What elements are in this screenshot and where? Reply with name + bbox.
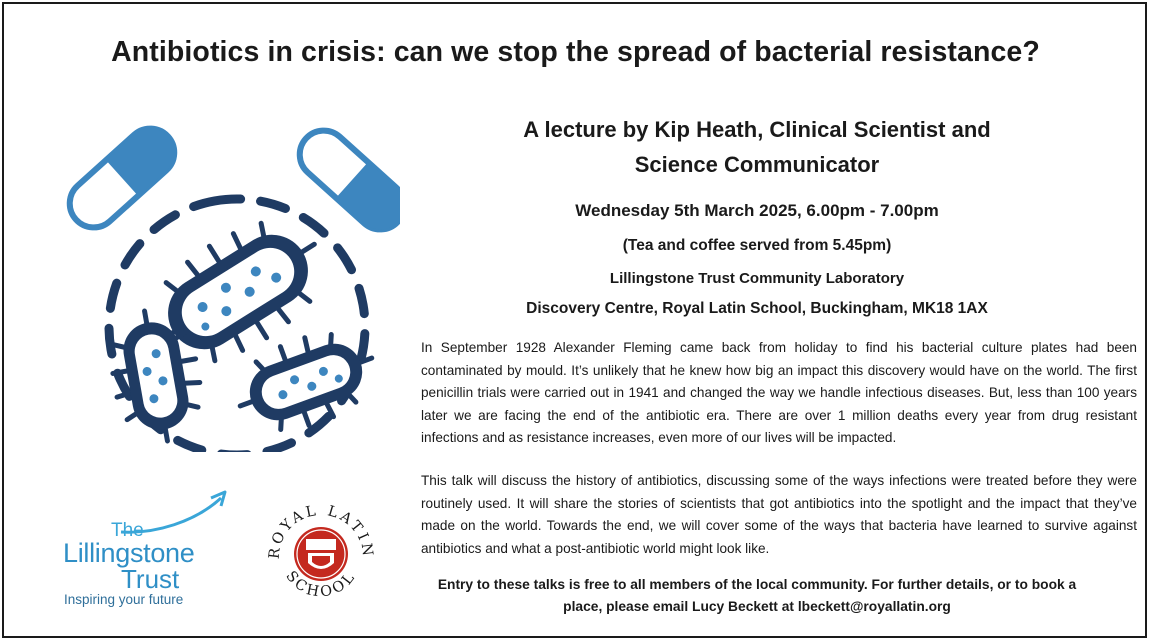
entry-info-line-1: Entry to these talks is free to all members of the local community. For further details, or to book a (437, 577, 1077, 592)
poster-title: Antibiotics in crisis: can we stop the spread of bacterial resistance? (111, 36, 1040, 68)
lecture-heading (432, 112, 1082, 182)
entry-info-line-2: place, please email Lucy Beckett at lbeckett@royallatin.org (563, 599, 951, 614)
lecture-heading-line-1: A lecture by Kip Heath, Clinical Scientist and (523, 117, 991, 142)
event-date-time: Wednesday 5th March 2025, 6.00pm - 7.00pm (575, 201, 939, 220)
crest-bottom-text: SCHOOL (282, 568, 360, 601)
talk-summary-paragraph: This talk will discuss the history of antibiotics, discussing some of the ways infections were treated before they were routinely used. It will share the stories of scientists that got antibiotics into the spotlight and the impact that they’ve made on the world. Towards the end, we will cover some of the ways that bacteria have learned to survive against antibiotics and what a post-antibiotic world might look like. (421, 473, 1137, 556)
intro-paragraph: In September 1928 Alexander Fleming came back from holiday to find his bacterial culture plates had been contaminated by mould. It’s unlikely that he knew how big an impact this discovery would have on the world. The first penicillin trials were carried out in 1941 and changed the way we handle infectious diseases. But, less than 100 years later we are facing the end of the antibiotic era. There are over 1 million deaths every year from drug resistant infections and as resistance increases, even more of our lives will be impacted. (421, 340, 1137, 445)
entry-info (432, 574, 1082, 618)
lecture-heading-line-2: Science Communicator (634, 152, 880, 177)
trust-logo-name: Lillingstone (63, 538, 195, 568)
royal-latin-school-crest (262, 495, 380, 613)
refreshments-note: (Tea and coffee served from 5.45pm) (622, 237, 892, 254)
venue-laboratory: Lillingstone Trust Community Laboratory (609, 270, 905, 287)
antibiotics-bacteria-illustration (60, 112, 400, 452)
lillingstone-trust-logo (55, 488, 235, 613)
crest-top-text: ROYAL LATIN (266, 502, 376, 560)
trust-logo-the: The (111, 520, 144, 541)
venue-address: Discovery Centre, Royal Latin School, Buckingham, MK18 1AX (526, 300, 988, 317)
trust-logo-trust: Trust (121, 564, 180, 594)
trust-logo-tagline: Inspiring your future (64, 592, 184, 607)
